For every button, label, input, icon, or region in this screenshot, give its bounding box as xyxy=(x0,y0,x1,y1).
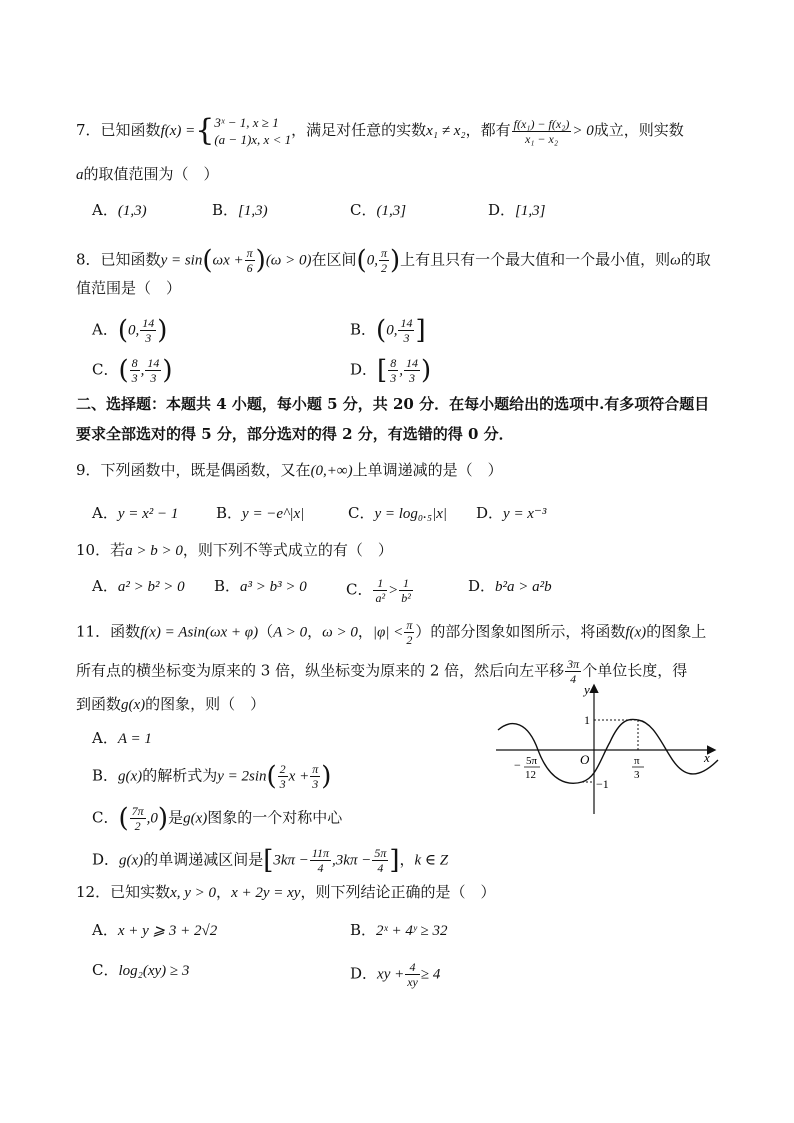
option-text: 3kπ − xyxy=(273,852,309,869)
q8-option-b[interactable] xyxy=(350,316,426,345)
bracket: [ xyxy=(377,355,388,386)
q7-case2: (a − 1)x, x < 1 xyxy=(214,132,292,147)
frac-num: 8 xyxy=(390,356,397,370)
q12-text: 已知实数 xyxy=(110,883,171,901)
one-label: 1 xyxy=(584,713,590,727)
q12-cond: x + 2y = xy xyxy=(231,885,301,901)
frac-den: 3 xyxy=(150,371,157,385)
q7-case1: 3ˣ − 1, x ≥ 1 xyxy=(214,115,279,130)
option-frac xyxy=(372,846,388,875)
option-frac xyxy=(130,804,146,833)
option-text: A = 1 xyxy=(117,731,152,747)
right-den: 3 xyxy=(634,769,640,781)
option-label: C． xyxy=(92,360,119,379)
right-num: π xyxy=(634,755,640,767)
q12-cond: x, y > 0 xyxy=(170,885,217,901)
frac-num: 1 xyxy=(373,576,387,591)
option-label: B． xyxy=(216,504,243,522)
option-frac xyxy=(310,846,331,875)
bracket: ( xyxy=(118,355,129,386)
q11-text: 所有点的横坐标变为原来的 3 倍，纵坐标变为原来的 2 倍，然后向左平移 xyxy=(76,661,565,680)
option-label: B． xyxy=(212,201,239,219)
q8-option-c[interactable]: C．( $\frac{8}{3}$ , $\frac{14}{3}$ ) xyxy=(92,355,173,386)
q7-option-b[interactable] xyxy=(212,200,268,221)
q11-option-a[interactable] xyxy=(92,728,152,749)
q7-text: ，都有 xyxy=(465,121,511,139)
option-text: a³ > b³ > 0 xyxy=(240,579,307,595)
frac-den: 4 xyxy=(377,861,384,875)
option-text: 0, xyxy=(128,322,140,339)
bracket: ( xyxy=(376,315,387,346)
q11-text: 函数 xyxy=(110,622,141,641)
option-label: B． xyxy=(350,320,377,339)
section2-heading-line2 xyxy=(76,424,514,444)
option-text: (1,3] xyxy=(376,203,407,219)
option-label: D． xyxy=(468,577,496,595)
option-label: D． xyxy=(92,850,120,869)
option-text: y = x⁻³ xyxy=(503,506,547,522)
q9-option-a[interactable] xyxy=(92,503,178,524)
option-text: ,3kπ − xyxy=(332,852,372,869)
q8-number: 8． xyxy=(76,250,101,269)
left-den: 12 xyxy=(525,769,536,781)
q11-cond: ω > 0 xyxy=(322,624,358,641)
q10-text: 若 xyxy=(110,541,126,559)
option-text: 的单调递减区间是 xyxy=(143,850,264,869)
q7-number: 7． xyxy=(76,121,101,139)
q11-cond: A > 0 xyxy=(273,624,308,641)
bracket: ) xyxy=(420,355,432,386)
frac-den: 3 xyxy=(390,371,397,385)
q9-interval: (0,+∞) xyxy=(310,463,353,479)
q10-cond: a > b > 0 xyxy=(125,543,183,559)
frac-den: 3 xyxy=(312,777,319,791)
neg-one-label: −1 xyxy=(596,777,609,791)
x-label: x xyxy=(704,750,710,765)
q11-text: 的图象上 xyxy=(646,622,707,641)
q8-func: y = sin xyxy=(160,252,203,269)
q11-gx: g(x) xyxy=(121,697,146,713)
q10-number: 10． xyxy=(76,541,111,559)
q7-gt0: > 0 xyxy=(572,123,594,139)
option-text: x + xyxy=(288,768,310,785)
option-text: y = log₀.₅|x| xyxy=(374,506,448,522)
frac-num: 14 xyxy=(142,316,155,330)
q11-func: f(x) = Asin(ωx + φ) xyxy=(140,624,259,641)
q12-text: ，则下列结论正确的是（ ） xyxy=(300,883,496,901)
option-label: D． xyxy=(476,504,504,522)
frac-den: 6 xyxy=(246,261,253,275)
q11-text: （ xyxy=(258,622,274,641)
frac-num: π xyxy=(312,762,319,776)
option-text: log₂(xy) ≥ 3 xyxy=(118,963,190,979)
q8-text: 值范围是（ ） xyxy=(76,279,182,297)
option-label: C． xyxy=(346,580,373,599)
q11-option-c[interactable]: C．( $\frac{7\pi}{2}$ ,0)是g(x)图象的一个对称中心 xyxy=(92,803,343,834)
frac-num: 2 xyxy=(279,762,286,776)
option-text: [1,3] xyxy=(515,203,546,219)
q11-text: 的部分图象如图所示，将函数 xyxy=(430,622,626,641)
q12-line1: 12．已知实数x, y > 0，x + 2y = xy，则下列结论正确的是（ ） xyxy=(76,883,496,901)
q8-text: 上有且只有一个最大值和一个最小值，则 xyxy=(400,250,671,269)
q7-cond: x₁ ≠ x₂ xyxy=(426,123,466,139)
section2-text: 二、选择题：本题共 4 小题，每小题 5 分，共 20 分．在每小题给出的选项中.有多项符合题目 xyxy=(76,395,710,413)
q11-cond: |φ| < xyxy=(372,624,404,641)
frac-num: π xyxy=(246,246,253,260)
option-text: ， xyxy=(399,850,415,869)
option-frac xyxy=(399,576,413,605)
q10-option-d[interactable] xyxy=(468,576,552,597)
option-text: g(x) xyxy=(118,768,143,785)
section2-heading-line1 xyxy=(76,394,709,414)
bracket: ) xyxy=(162,355,173,386)
option-text: a² > b² > 0 xyxy=(117,579,185,595)
frac-den: 4 xyxy=(570,672,577,686)
q10-option-b[interactable] xyxy=(214,576,307,597)
option-label: D． xyxy=(488,201,516,219)
section2-text: 要求全部选对的得 5 分，部分选对的得 2 分，有选错的得 0 分． xyxy=(76,425,514,443)
frac-den: b² xyxy=(401,591,411,605)
q7-cases xyxy=(214,114,291,148)
option-frac xyxy=(398,316,414,345)
q11-sine-graph xyxy=(492,678,724,818)
option-text: 是 xyxy=(168,808,184,827)
q7-text: 的取值范围为（ ） xyxy=(83,165,219,183)
q8-line1: 8．已知函数y = sin(ωx + $\frac{\pi}{6}$ )(ω > 0)在区间(0, $\frac{\pi}{2}$ )上有且只有一个最大值和一个最小值，则ω的取 xyxy=(76,245,711,276)
q7-text: ，满足对任意的实数 xyxy=(291,121,427,139)
q9-text: 下列函数中，既是偶函数，又在 xyxy=(100,461,311,479)
option-label: B． xyxy=(214,577,241,595)
y-label: y xyxy=(584,682,590,697)
q7-frac xyxy=(512,117,572,146)
frac-den: 3 xyxy=(145,331,152,345)
q8-arg: ωx + xyxy=(212,252,244,269)
option-label: A． xyxy=(92,201,118,219)
option-label: B． xyxy=(92,766,119,785)
option-text: 的解析式为 xyxy=(142,766,218,785)
option-text: y = x² − 1 xyxy=(117,506,179,522)
q11-line1: 11．函数f(x) = Asin(ωx + φ)（A > 0，ω > 0，|φ| < $\frac{\pi}{2}$ ）的部分图象如图所示，将函数f(x)的图象上 xyxy=(76,618,707,647)
q11-frac xyxy=(404,618,414,647)
bracket: ) xyxy=(157,315,168,346)
frac-num: 14 xyxy=(147,356,160,370)
frac-num: 5π xyxy=(374,846,387,860)
option-frac xyxy=(388,356,398,385)
q7-option-d[interactable] xyxy=(488,200,545,221)
option-label: B． xyxy=(350,921,377,939)
q11-text: 个单位长度，得 xyxy=(582,661,688,680)
q9-option-b[interactable] xyxy=(216,503,304,524)
frac-num: 14 xyxy=(400,316,413,330)
option-text: y = 2sin xyxy=(217,768,267,785)
q8-text: 已知函数 xyxy=(100,250,161,269)
q7-var-a: a xyxy=(76,167,84,183)
option-label: C． xyxy=(92,961,119,979)
q8-interval: 0, xyxy=(366,252,378,269)
option-label: A． xyxy=(92,729,118,747)
q7-line1 xyxy=(76,114,684,148)
frac-num: 4 xyxy=(405,960,420,975)
frac-den: 3 xyxy=(408,371,415,385)
option-frac xyxy=(140,316,156,345)
q7-frac-num: f(x₁) − f(x₂) xyxy=(513,116,570,131)
left-num: 5π xyxy=(526,755,538,767)
option-text: ≥ 4 xyxy=(420,966,441,983)
q12-number: 12． xyxy=(76,883,111,901)
q8-cond: (ω > 0) xyxy=(265,252,312,269)
q11-text: ） xyxy=(415,622,431,641)
q11-text: 的图象，则（ ） xyxy=(145,695,266,713)
option-op: > xyxy=(388,582,399,599)
frac-num: 3π xyxy=(567,657,580,671)
q7-brace: { xyxy=(195,113,215,148)
option-frac xyxy=(145,356,161,385)
frac-den: 3 xyxy=(131,371,138,385)
option-frac xyxy=(405,960,420,989)
option-text: g(x) xyxy=(183,810,208,827)
option-label: A． xyxy=(92,921,118,939)
option-frac xyxy=(278,762,288,791)
q7-fx: f(x) = xyxy=(160,123,196,139)
frac-den: 2 xyxy=(380,261,387,275)
q9-number: 9． xyxy=(76,461,101,479)
frac-num: π xyxy=(380,246,387,260)
option-text: x + y ⩾ 3 + 2√2 xyxy=(117,923,218,939)
q11-fx: f(x) xyxy=(625,624,647,641)
option-frac xyxy=(130,356,140,385)
option-label: A． xyxy=(92,577,118,595)
option-text: g(x) xyxy=(119,852,144,869)
option-frac xyxy=(373,576,387,605)
q8-pi-frac xyxy=(245,246,255,275)
frac-num: 1 xyxy=(399,576,413,591)
option-text: b²a > a²b xyxy=(495,579,552,595)
q8-omega: ω xyxy=(670,252,681,269)
q7-text: 成立，则实数 xyxy=(593,121,684,139)
option-label: A． xyxy=(92,320,118,339)
option-text: 图象的一个对称中心 xyxy=(207,808,343,827)
option-label: C． xyxy=(92,808,119,827)
q10-option-c[interactable] xyxy=(346,576,414,605)
q8-interval-frac xyxy=(379,246,389,275)
frac-den: 2 xyxy=(134,819,141,833)
q9-line1 xyxy=(76,460,503,481)
option-label: C． xyxy=(350,201,377,219)
q7-text: 已知函数 xyxy=(100,121,161,139)
option-label: C． xyxy=(348,504,375,522)
q10-text: ，则下列不等式成立的有（ ） xyxy=(182,541,393,559)
q11-option-d[interactable]: D．g(x)的单调递减区间是[3kπ − $\frac{11\pi}{4}$ ,3kπ − $\frac{5\pi}{4}$ ]，k ∈ Z xyxy=(92,845,449,876)
q8-line2 xyxy=(76,278,181,298)
option-text: 2ˣ + 4ʸ ≥ 32 xyxy=(376,923,448,939)
q7-option-c[interactable] xyxy=(350,200,406,221)
q8-option-a[interactable] xyxy=(92,316,167,345)
option-text: y = −e^|x| xyxy=(242,506,305,522)
q9-text: 上单调递减的是（ ） xyxy=(352,461,503,479)
bracket: ( xyxy=(117,315,128,346)
frac-den: 3 xyxy=(279,777,286,791)
q9-option-c[interactable] xyxy=(348,503,447,524)
option-frac xyxy=(404,356,420,385)
frac-den: a² xyxy=(375,591,386,605)
frac-den: 2 xyxy=(406,633,413,647)
origin-label: O xyxy=(580,752,590,767)
q8-option-d[interactable]: D．[ $\frac{8}{3}$ , $\frac{14}{3}$ ) xyxy=(350,355,432,386)
q8-text: 在区间 xyxy=(311,250,357,269)
q11-text: 到函数 xyxy=(76,695,122,713)
q11-line3 xyxy=(76,694,265,715)
q10-line1 xyxy=(76,540,393,561)
q7-frac-den: x₁ − x₂ xyxy=(524,131,559,146)
option-text: (1,3) xyxy=(117,203,147,219)
frac-num: 11π xyxy=(311,846,330,860)
q10-option-a[interactable] xyxy=(92,576,185,597)
option-frac xyxy=(310,762,320,791)
option-label: D． xyxy=(350,360,378,379)
bracket: ] xyxy=(415,315,426,346)
option-label: D． xyxy=(350,964,378,983)
frac-num: π xyxy=(406,618,413,632)
option-text: ,0 xyxy=(146,810,158,827)
q8-text: 的取 xyxy=(680,250,711,269)
frac-num: 7π xyxy=(131,804,144,818)
frac-num: 14 xyxy=(405,356,418,370)
q12-option-a[interactable] xyxy=(92,920,217,941)
q12-option-c[interactable] xyxy=(92,960,189,981)
q11-number: 11． xyxy=(76,622,111,641)
q7-line2 xyxy=(76,164,219,185)
frac-den: 3 xyxy=(403,331,410,345)
frac-den: 4 xyxy=(317,861,324,875)
q11-option-b[interactable]: B．g(x)的解析式为y = 2sin( $\frac{2}{3}$ x + $\frac{\pi}{3}$ ) xyxy=(92,761,332,792)
option-text: k ∈ Z xyxy=(414,852,449,869)
option-label: A． xyxy=(92,504,118,522)
left-sign: − xyxy=(514,758,521,772)
option-text: [1,3) xyxy=(238,203,268,219)
option-text: 0, xyxy=(386,322,398,339)
frac-den: xy xyxy=(407,975,418,989)
q7-option-a[interactable] xyxy=(92,200,147,221)
frac-num: 8 xyxy=(131,356,138,370)
q12-option-b[interactable] xyxy=(350,920,447,941)
q9-option-d[interactable] xyxy=(476,503,546,524)
q12-option-d[interactable] xyxy=(350,960,440,989)
option-text: xy + xyxy=(377,966,405,983)
